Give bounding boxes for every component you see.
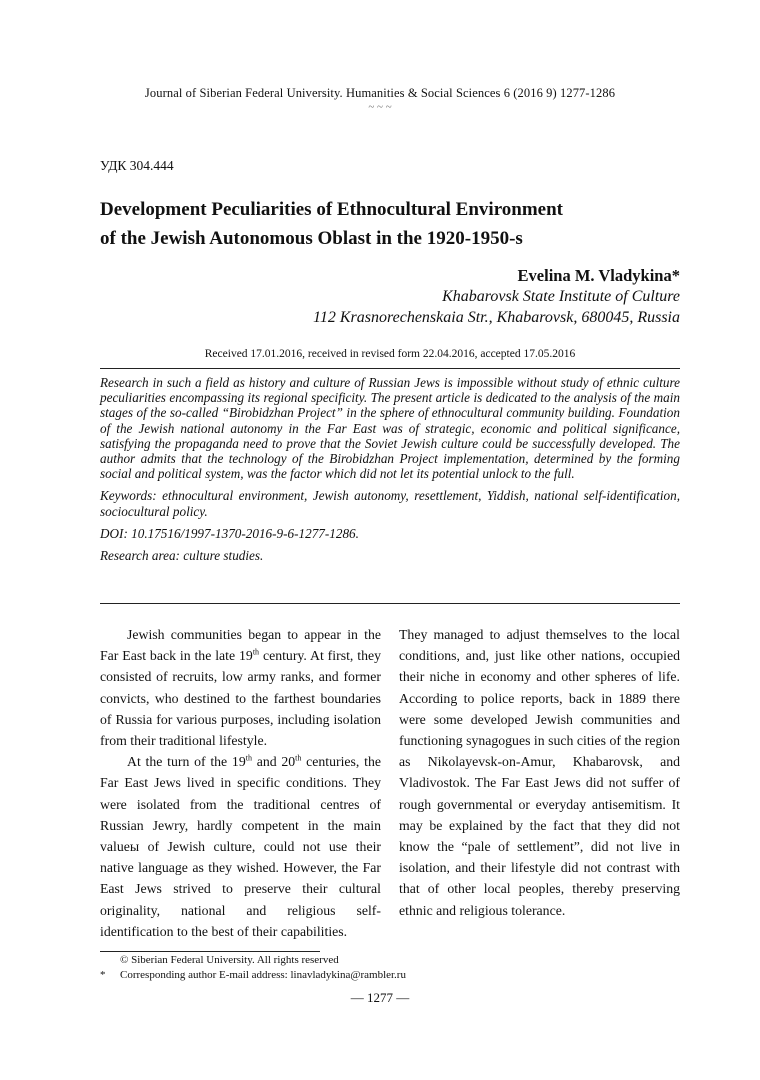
author-name: Evelina M. Vladykina* (517, 266, 680, 285)
page-number: — 1277 — (350, 990, 410, 1005)
keywords: Keywords: ethnocultural environment, Jewish autonomy, resettlement, Yiddish, national self-identification, sociocultural policy. (100, 488, 680, 519)
title-line-2: of the Jewish Autonomous Oblast in the 1920-1950-s (100, 228, 523, 249)
journal-header: Journal of Siberian Federal University. Humanities & Social Sciences 6 (2016 9) 1277-1286 (144, 86, 616, 100)
corresponding-footnote: * Corresponding author E-mail address: linavladykina@rambler.ru (100, 969, 406, 981)
abstract-text: Research in such a field as history and culture of Russian Jews is impossible without study of ethnic culture peculiarities encompassing its regional specificity. The present article is dedicated to the analysis of the main stages of the so-called “Birobidzhan Project” in the sphere of ethnocultural community building. Foundation of the Jewish national autonomy in the Far East was of strategic, economic and political significance, satisfying the propaganda need to prove that the Soviet Jewish culture could be successfully developed. The author admits that the technology of the Birobidzhan Project implementation, determined by the forming social and political system, was the factor which did not let its potential unlock to the full. (100, 375, 680, 482)
paragraph-2: At the turn of the 19th and 20th centuries, the Far East Jews lived in specific conditions. They were isolated from the traditional centres of Russian Jewry, hardly competent in the main valueы of Jewish culture, could not use their native language as they wished. However, the Far East Jews strived to preserve their cultural originality, national and religious self-identification to the best of their capabilities. (100, 753, 381, 939)
header-ornament: ~ ~ ~ (368, 101, 392, 113)
doi: DOI: 10.17516/1997-1370-2016-9-6-1277-1286. (100, 525, 359, 541)
footnote-rule (100, 951, 320, 952)
article-title (100, 195, 660, 253)
body-column-left (100, 624, 381, 942)
abstract-top-rule (100, 368, 680, 369)
title-line-1: Development Peculiarities of Ethnocultural Environment (100, 199, 564, 220)
copyright-footnote: © Siberian Federal University. All rights reserved (120, 954, 339, 966)
paragraph-1: Jewish communities began to appear in the Far East back in the late 19th century. At first, they consisted of recruits, low army ranks, and former convicts, who destined to the farthest boundaries of Russia for various purposes, including isolation from their traditional lifestyle. (100, 627, 382, 749)
abstract-block (100, 375, 680, 570)
author-affiliation: Khabarovsk State Institute of Culture (442, 288, 680, 305)
footnotes (100, 953, 680, 983)
received-dates: Received 17.01.2016, received in revised form 22.04.2016, accepted 17.05.2016 (204, 348, 576, 360)
author-block (313, 265, 680, 328)
udk-code: УДК 304.444 (100, 158, 174, 173)
author-address: 112 Krasnorechenskaia Str., Khabarovsk, 680045, Russia (313, 309, 680, 326)
paragraph-3: They managed to adjust themselves to the local conditions, and, just like other nations, occupied their niche in economy and other spheres of life. According to police reports, back in 1889 there were some developed Jewish communities and functioning synagogues in such cities of the region as Nikolayevsk-on-Amur, Khabarovsk, and Vladivostok. The Far East Jews did not suffer of rough governmental or everyday antisemitism. It may be explained by the fact that they did not know the “pale of settlement”, did not live in isolation, and their lifestyle did not contrast with that of other local peoples, thereby preserving ethnic and religious tolerance. (399, 627, 680, 918)
research-area: Research area: culture studies. (100, 548, 264, 564)
body-column-right (399, 624, 680, 921)
abstract-bottom-rule (100, 603, 680, 604)
